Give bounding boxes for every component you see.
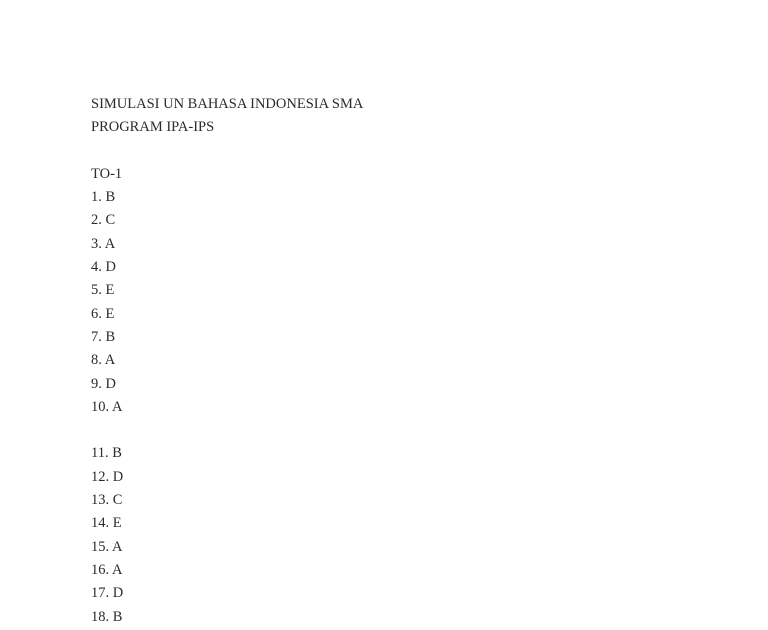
answer-list-group-2 (91, 442, 691, 628)
answer-item: 8. A (91, 352, 116, 369)
answer-item: 3. A (91, 235, 116, 252)
answer-item: 17. D (91, 585, 124, 602)
document-title-line-2: PROGRAM IPA-IPS (91, 119, 215, 136)
answer-item: 16. A (91, 561, 123, 578)
answer-item: 2. C (91, 212, 116, 229)
answer-item: 11. B (91, 445, 122, 462)
blank-line (91, 140, 691, 163)
answer-item: 15. A (91, 538, 123, 555)
answer-item: 18. B (91, 608, 123, 625)
section-label: TO-1 (91, 165, 123, 182)
answer-item: 4. D (91, 259, 116, 276)
answer-list-group-1 (91, 186, 691, 419)
answer-item: 10. A (91, 398, 123, 415)
answer-item: 9. D (91, 375, 116, 392)
blank-line (91, 419, 691, 442)
document-page (91, 93, 691, 629)
answer-item: 13. C (91, 492, 123, 509)
answer-item: 6. E (91, 305, 115, 322)
answer-item: 12. D (91, 468, 124, 485)
document-title-line-1: SIMULASI UN BAHASA INDONESIA SMA (91, 96, 364, 112)
answer-item: 1. B (91, 189, 116, 206)
answer-item: 7. B (91, 328, 116, 345)
answer-item: 14. E (91, 515, 122, 532)
answer-item: 5. E (91, 282, 115, 299)
